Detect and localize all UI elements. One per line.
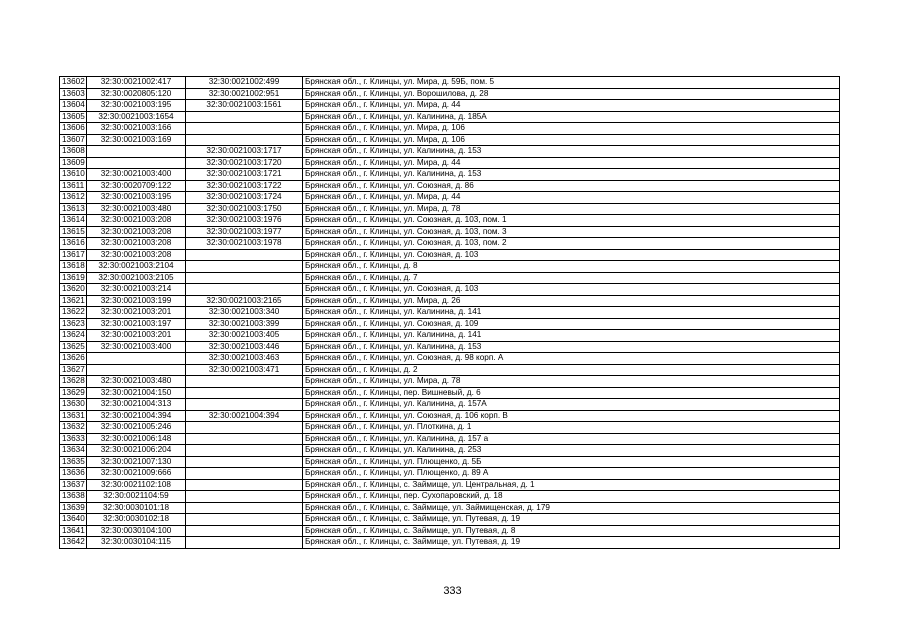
- address-cell: Брянская обл., г. Клинцы, с. Займище, ул. Путевая, д. 8: [303, 525, 840, 537]
- address-cell: Брянская обл., г. Клинцы, с. Займище, ул. Центральная, д. 1: [303, 479, 840, 491]
- address-cell: Брянская обл., г. Клинцы, ул. Калинина, д. 153: [303, 341, 840, 353]
- cadastral-number-cell: 32:30:0030104:100: [87, 525, 186, 537]
- cadastral-number-cell: 32:30:0021003:214: [87, 284, 186, 296]
- row-number-cell: 13634: [60, 445, 87, 457]
- cadastral-number-cell: 32:30:0021007:130: [87, 456, 186, 468]
- row-number-cell: 13622: [60, 307, 87, 319]
- address-cell: Брянская обл., г. Клинцы, д. 2: [303, 364, 840, 376]
- cadastral-number-cell: 32:30:0021006:148: [87, 433, 186, 445]
- address-cell: Брянская обл., г. Клинцы, ул. Мира, д. 78: [303, 203, 840, 215]
- table-row: [60, 387, 840, 399]
- cadastral-number-cell: 32:30:0021006:204: [87, 445, 186, 457]
- table-row: [60, 146, 840, 158]
- cadastral-number-cell: 32:30:0021003:1654: [87, 111, 186, 123]
- building-cadastral-number-cell: [186, 376, 303, 388]
- row-number-cell: 13626: [60, 353, 87, 365]
- cadastral-number-cell: 32:30:0021004:394: [87, 410, 186, 422]
- address-cell: Брянская обл., г. Клинцы, с. Займище, ул. Путевая, д. 19: [303, 537, 840, 549]
- building-cadastral-number-cell: [186, 123, 303, 135]
- table-row: [60, 376, 840, 388]
- cadastral-number-cell: 32:30:0021003:208: [87, 215, 186, 227]
- table-row: [60, 525, 840, 537]
- cadastral-number-cell: 32:30:0021003:2104: [87, 261, 186, 273]
- address-cell: Брянская обл., г. Клинцы, ул. Союзная, д. 86: [303, 180, 840, 192]
- table-row: [60, 123, 840, 135]
- address-cell: Брянская обл., г. Клинцы, ул. Мира, д. 106: [303, 123, 840, 135]
- cadastral-number-cell: 32:30:0020709:122: [87, 180, 186, 192]
- cadastral-number-cell: [87, 146, 186, 158]
- address-cell: Брянская обл., г. Клинцы, ул. Мира, д. 59Б, пом. 5: [303, 77, 840, 89]
- table-row: [60, 215, 840, 227]
- table-row: [60, 134, 840, 146]
- cadastral-number-cell: 32:30:0021003:197: [87, 318, 186, 330]
- table-row: [60, 295, 840, 307]
- cadastral-number-cell: 32:30:0021102:108: [87, 479, 186, 491]
- building-cadastral-number-cell: 32:30:0021003:471: [186, 364, 303, 376]
- address-cell: Брянская обл., г. Клинцы, пер. Сухопаровский, д. 18: [303, 491, 840, 503]
- address-cell: Брянская обл., г. Клинцы, ул. Калинина, д. 157 а: [303, 433, 840, 445]
- row-number-cell: 13604: [60, 100, 87, 112]
- cadastral-number-cell: 32:30:0021003:169: [87, 134, 186, 146]
- address-cell: Брянская обл., г. Клинцы, ул. Мира, д. 106: [303, 134, 840, 146]
- cadastral-number-cell: 32:30:0021003:208: [87, 238, 186, 250]
- table-row: [60, 226, 840, 238]
- table-row: [60, 364, 840, 376]
- row-number-cell: 13640: [60, 514, 87, 526]
- building-cadastral-number-cell: [186, 261, 303, 273]
- row-number-cell: 13630: [60, 399, 87, 411]
- table-row: [60, 537, 840, 549]
- cadastral-number-cell: 32:30:0021003:480: [87, 376, 186, 388]
- address-cell: Брянская обл., г. Клинцы, ул. Плющенко, д. 5Б: [303, 456, 840, 468]
- address-cell: Брянская обл., г. Клинцы, ул. Мира, д. 78: [303, 376, 840, 388]
- cadastral-number-cell: 32:30:0021004:150: [87, 387, 186, 399]
- address-cell: Брянская обл., г. Клинцы, ул. Мира, д. 26: [303, 295, 840, 307]
- table-row: [60, 77, 840, 89]
- row-number-cell: 13635: [60, 456, 87, 468]
- table-row: [60, 468, 840, 480]
- row-number-cell: 13632: [60, 422, 87, 434]
- address-cell: Брянская обл., г. Клинцы, ул. Калинина, д. 153: [303, 169, 840, 181]
- row-number-cell: 13605: [60, 111, 87, 123]
- table-row: [60, 330, 840, 342]
- table-row: [60, 445, 840, 457]
- row-number-cell: 13611: [60, 180, 87, 192]
- row-number-cell: 13612: [60, 192, 87, 204]
- building-cadastral-number-cell: [186, 514, 303, 526]
- table-row: [60, 318, 840, 330]
- cadastral-number-cell: 32:30:0021003:195: [87, 192, 186, 204]
- address-cell: Брянская обл., г. Клинцы, ул. Калинина, д. 141: [303, 307, 840, 319]
- address-cell: Брянская обл., г. Клинцы, ул. Союзная, д. 103, пом. 1: [303, 215, 840, 227]
- building-cadastral-number-cell: [186, 525, 303, 537]
- building-cadastral-number-cell: 32:30:0021003:1724: [186, 192, 303, 204]
- building-cadastral-number-cell: [186, 249, 303, 261]
- address-cell: Брянская обл., г. Клинцы, с. Займище, ул. Займищенская, д. 179: [303, 502, 840, 514]
- building-cadastral-number-cell: 32:30:0021003:1977: [186, 226, 303, 238]
- table-row: [60, 422, 840, 434]
- table-row: [60, 410, 840, 422]
- building-cadastral-number-cell: [186, 272, 303, 284]
- building-cadastral-number-cell: 32:30:0021003:1717: [186, 146, 303, 158]
- cadastral-number-cell: 32:30:0030102:18: [87, 514, 186, 526]
- register-table-body: [60, 77, 840, 549]
- building-cadastral-number-cell: 32:30:0021003:1978: [186, 238, 303, 250]
- address-cell: Брянская обл., г. Клинцы, пер. Вишневый, д. 6: [303, 387, 840, 399]
- building-cadastral-number-cell: [186, 399, 303, 411]
- table-row: [60, 88, 840, 100]
- address-cell: Брянская обл., г. Клинцы, ул. Союзная, д. 103, пом. 3: [303, 226, 840, 238]
- cadastral-number-cell: 32:30:0021003:2105: [87, 272, 186, 284]
- address-cell: Брянская обл., г. Клинцы, ул. Плоткина, д. 1: [303, 422, 840, 434]
- building-cadastral-number-cell: [186, 479, 303, 491]
- register-table: [59, 76, 840, 549]
- building-cadastral-number-cell: 32:30:0021003:340: [186, 307, 303, 319]
- row-number-cell: 13603: [60, 88, 87, 100]
- table-row: [60, 100, 840, 112]
- building-cadastral-number-cell: 32:30:0021004:394: [186, 410, 303, 422]
- table-row: [60, 341, 840, 353]
- address-cell: Брянская обл., г. Клинцы, ул. Союзная, д. 106 корп. В: [303, 410, 840, 422]
- building-cadastral-number-cell: [186, 422, 303, 434]
- building-cadastral-number-cell: [186, 491, 303, 503]
- building-cadastral-number-cell: [186, 284, 303, 296]
- building-cadastral-number-cell: [186, 456, 303, 468]
- cadastral-number-cell: 32:30:0021003:208: [87, 226, 186, 238]
- row-number-cell: 13606: [60, 123, 87, 135]
- cadastral-number-cell: 32:30:0021003:195: [87, 100, 186, 112]
- row-number-cell: 13609: [60, 157, 87, 169]
- row-number-cell: 13627: [60, 364, 87, 376]
- address-cell: Брянская обл., г. Клинцы, ул. Союзная, д. 103: [303, 249, 840, 261]
- building-cadastral-number-cell: [186, 111, 303, 123]
- row-number-cell: 13637: [60, 479, 87, 491]
- table-row: [60, 249, 840, 261]
- table-row: [60, 157, 840, 169]
- cadastral-number-cell: 32:30:0021003:400: [87, 341, 186, 353]
- building-cadastral-number-cell: [186, 445, 303, 457]
- row-number-cell: 13613: [60, 203, 87, 215]
- building-cadastral-number-cell: 32:30:0021003:1561: [186, 100, 303, 112]
- row-number-cell: 13608: [60, 146, 87, 158]
- address-cell: Брянская обл., г. Клинцы, ул. Союзная, д. 103, пом. 2: [303, 238, 840, 250]
- address-cell: Брянская обл., г. Клинцы, ул. Союзная, д. 103: [303, 284, 840, 296]
- table-row: [60, 111, 840, 123]
- table-row: [60, 353, 840, 365]
- cadastral-number-cell: 32:30:0021003:480: [87, 203, 186, 215]
- address-cell: Брянская обл., г. Клинцы, д. 8: [303, 261, 840, 273]
- address-cell: Брянская обл., г. Клинцы, д. 7: [303, 272, 840, 284]
- building-cadastral-number-cell: [186, 387, 303, 399]
- cadastral-number-cell: 32:30:0021005:246: [87, 422, 186, 434]
- building-cadastral-number-cell: 32:30:0021003:446: [186, 341, 303, 353]
- row-number-cell: 13610: [60, 169, 87, 181]
- cadastral-number-cell: 32:30:0021002:417: [87, 77, 186, 89]
- building-cadastral-number-cell: 32:30:0021003:405: [186, 330, 303, 342]
- row-number-cell: 13624: [60, 330, 87, 342]
- address-cell: Брянская обл., г. Клинцы, ул. Калинина, д. 153: [303, 146, 840, 158]
- building-cadastral-number-cell: 32:30:0021002:499: [186, 77, 303, 89]
- row-number-cell: 13641: [60, 525, 87, 537]
- address-cell: Брянская обл., г. Клинцы, ул. Плющенко, д. 89 А: [303, 468, 840, 480]
- building-cadastral-number-cell: [186, 537, 303, 549]
- table-row: [60, 514, 840, 526]
- address-cell: Брянская обл., г. Клинцы, ул. Калинина, д. 185А: [303, 111, 840, 123]
- cadastral-number-cell: 32:30:0020805:120: [87, 88, 186, 100]
- table-row: [60, 307, 840, 319]
- row-number-cell: 13633: [60, 433, 87, 445]
- row-number-cell: 13602: [60, 77, 87, 89]
- building-cadastral-number-cell: [186, 433, 303, 445]
- cadastral-number-cell: 32:30:0030104:115: [87, 537, 186, 549]
- row-number-cell: 13618: [60, 261, 87, 273]
- row-number-cell: 13629: [60, 387, 87, 399]
- table-row: [60, 192, 840, 204]
- cadastral-number-cell: 32:30:0021003:208: [87, 249, 186, 261]
- row-number-cell: 13614: [60, 215, 87, 227]
- address-cell: Брянская обл., г. Клинцы, ул. Мира, д. 44: [303, 192, 840, 204]
- table-row: [60, 456, 840, 468]
- address-cell: Брянская обл., г. Клинцы, ул. Калинина, д. 253: [303, 445, 840, 457]
- building-cadastral-number-cell: [186, 134, 303, 146]
- building-cadastral-number-cell: 32:30:0021003:463: [186, 353, 303, 365]
- cadastral-number-cell: [87, 157, 186, 169]
- cadastral-number-cell: [87, 353, 186, 365]
- row-number-cell: 13623: [60, 318, 87, 330]
- row-number-cell: 13621: [60, 295, 87, 307]
- address-cell: Брянская обл., г. Клинцы, ул. Калинина, д. 141: [303, 330, 840, 342]
- cadastral-number-cell: 32:30:0021104:59: [87, 491, 186, 503]
- row-number-cell: 13617: [60, 249, 87, 261]
- address-cell: Брянская обл., г. Клинцы, с. Займище, ул. Путевая, д. 19: [303, 514, 840, 526]
- address-cell: Брянская обл., г. Клинцы, ул. Союзная, д. 109: [303, 318, 840, 330]
- cadastral-number-cell: 32:30:0021003:400: [87, 169, 186, 181]
- building-cadastral-number-cell: [186, 468, 303, 480]
- row-number-cell: 13628: [60, 376, 87, 388]
- row-number-cell: 13638: [60, 491, 87, 503]
- building-cadastral-number-cell: 32:30:0021003:399: [186, 318, 303, 330]
- table-row: [60, 284, 840, 296]
- cadastral-number-cell: 32:30:0021003:199: [87, 295, 186, 307]
- building-cadastral-number-cell: [186, 502, 303, 514]
- cadastral-number-cell: [87, 364, 186, 376]
- table-row: [60, 169, 840, 181]
- table-row: [60, 479, 840, 491]
- row-number-cell: 13636: [60, 468, 87, 480]
- building-cadastral-number-cell: 32:30:0021003:2165: [186, 295, 303, 307]
- row-number-cell: 13615: [60, 226, 87, 238]
- row-number-cell: 13620: [60, 284, 87, 296]
- row-number-cell: 13607: [60, 134, 87, 146]
- address-cell: Брянская обл., г. Клинцы, ул. Союзная, д. 98 корп. А: [303, 353, 840, 365]
- table-row: [60, 261, 840, 273]
- row-number-cell: 13642: [60, 537, 87, 549]
- cadastral-number-cell: 32:30:0021004:313: [87, 399, 186, 411]
- row-number-cell: 13625: [60, 341, 87, 353]
- table-row: [60, 272, 840, 284]
- table-row: [60, 502, 840, 514]
- building-cadastral-number-cell: 32:30:0021003:1750: [186, 203, 303, 215]
- building-cadastral-number-cell: 32:30:0021003:1721: [186, 169, 303, 181]
- cadastral-number-cell: 32:30:0021003:166: [87, 123, 186, 135]
- row-number-cell: 13631: [60, 410, 87, 422]
- row-number-cell: 13616: [60, 238, 87, 250]
- address-cell: Брянская обл., г. Клинцы, ул. Мира, д. 44: [303, 100, 840, 112]
- table-row: [60, 433, 840, 445]
- address-cell: Брянская обл., г. Клинцы, ул. Калинина, д. 157А: [303, 399, 840, 411]
- table-row: [60, 491, 840, 503]
- address-cell: Брянская обл., г. Клинцы, ул. Мира, д. 44: [303, 157, 840, 169]
- table-row: [60, 203, 840, 215]
- table-row: [60, 180, 840, 192]
- cadastral-number-cell: 32:30:0021009:666: [87, 468, 186, 480]
- address-cell: Брянская обл., г. Клинцы, ул. Ворошилова, д. 28: [303, 88, 840, 100]
- cadastral-number-cell: 32:30:0030101:18: [87, 502, 186, 514]
- row-number-cell: 13619: [60, 272, 87, 284]
- building-cadastral-number-cell: 32:30:0021003:1976: [186, 215, 303, 227]
- building-cadastral-number-cell: 32:30:0021003:1720: [186, 157, 303, 169]
- building-cadastral-number-cell: 32:30:0021002:951: [186, 88, 303, 100]
- building-cadastral-number-cell: 32:30:0021003:1722: [186, 180, 303, 192]
- cadastral-number-cell: 32:30:0021003:201: [87, 330, 186, 342]
- row-number-cell: 13639: [60, 502, 87, 514]
- cadastral-number-cell: 32:30:0021003:201: [87, 307, 186, 319]
- page-number: 333: [443, 585, 462, 597]
- table-row: [60, 238, 840, 250]
- table-row: [60, 399, 840, 411]
